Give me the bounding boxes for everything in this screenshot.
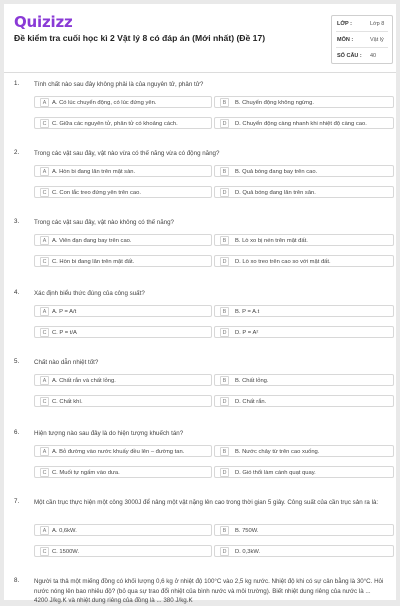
quizizz-logo: Quizizz	[14, 13, 73, 31]
option-text: C. 1500W.	[52, 548, 80, 555]
option-d[interactable]	[214, 395, 394, 407]
question-text: Tính chất nào sau đây không phải là của nguyên tử, phân tử?	[34, 81, 204, 88]
question-number: 7.	[14, 498, 20, 505]
option-b[interactable]	[214, 374, 394, 386]
option-d[interactable]	[214, 186, 394, 198]
question-number: 5.	[14, 358, 20, 365]
info-key: LỚP :	[337, 21, 352, 27]
option-a[interactable]	[34, 445, 212, 457]
question-text: Trong các vật sau đây, vật nào vừa có thế năng vừa có động năng?	[34, 150, 220, 157]
option-letter-badge: D	[220, 328, 229, 337]
option-letter-badge: C	[40, 119, 49, 128]
option-letter-badge: B	[220, 307, 229, 316]
info-row-subject	[332, 32, 392, 47]
option-text: C. Con lắc treo đứng yên trên cao.	[52, 189, 141, 196]
option-letter-badge: D	[220, 119, 229, 128]
worksheet-title: Đề kiểm tra cuối học kì 2 Vật lý 8 có đáp án (Mới nhất) (Đề 17)	[14, 33, 266, 43]
option-text: B. Nước chảy từ trên cao xuống.	[235, 448, 320, 455]
option-letter-badge: D	[220, 547, 229, 556]
option-letter-badge: A	[40, 307, 49, 316]
option-letter-badge: D	[220, 257, 229, 266]
option-letter-badge: D	[220, 188, 229, 197]
option-text: A. Bỏ đường vào nước khuấy đều lên – đường tan.	[52, 448, 185, 455]
option-c[interactable]	[34, 545, 212, 557]
info-box	[331, 15, 393, 64]
option-c[interactable]	[34, 326, 212, 338]
option-text: B. Lò xo bị nén trên mặt đất.	[235, 237, 308, 244]
option-letter-badge: A	[40, 236, 49, 245]
option-text: D. Gió thổi làm cánh quạt quay.	[235, 469, 316, 476]
question-text: Xác định biểu thức đúng của công suất?	[34, 290, 145, 297]
option-d[interactable]	[214, 117, 394, 129]
option-b[interactable]	[214, 165, 394, 177]
option-text: C. Chất khí.	[52, 398, 83, 405]
option-text: D. Lò xo treo trên cao so với mặt đất.	[235, 258, 331, 265]
option-b[interactable]	[214, 96, 394, 108]
option-letter-badge: B	[220, 98, 229, 107]
option-letter-badge: B	[220, 376, 229, 385]
question-number: 2.	[14, 149, 20, 156]
option-a[interactable]	[34, 374, 212, 386]
option-d[interactable]	[214, 545, 394, 557]
option-letter-badge: D	[220, 468, 229, 477]
option-b[interactable]	[214, 445, 394, 457]
option-letter-badge: A	[40, 376, 49, 385]
option-text: D. 0,3kW.	[235, 548, 261, 555]
info-key: MÔN :	[337, 37, 354, 43]
info-value: 40	[370, 53, 377, 59]
option-letter-badge: C	[40, 257, 49, 266]
option-b[interactable]	[214, 305, 394, 317]
option-d[interactable]	[214, 326, 394, 338]
option-text: C. Muối tự ngấm vào dưa.	[52, 469, 120, 476]
option-d[interactable]	[214, 466, 394, 478]
option-letter-badge: C	[40, 188, 49, 197]
option-letter-badge: A	[40, 447, 49, 456]
option-text: A. Chất rắn và chất lỏng.	[52, 377, 116, 384]
question-number: 3.	[14, 218, 20, 225]
option-letter-badge: A	[40, 98, 49, 107]
option-letter-badge: A	[40, 167, 49, 176]
option-b[interactable]	[214, 524, 394, 536]
option-text: A. Viên đạn đang bay trên cao.	[52, 237, 132, 244]
question-text: Hiện tượng nào sau đây là do hiện tượng khuếch tán?	[34, 430, 184, 437]
option-text: B. Chuyển động không ngừng.	[235, 99, 314, 106]
option-text: C. Hòn bi đang lăn trên mặt đất.	[52, 258, 135, 265]
header-divider	[4, 72, 396, 73]
option-text: D. P = A²	[235, 329, 259, 336]
option-text: C. Giữa các nguyên tử, phân tử có khoảng cách.	[52, 120, 178, 127]
question-text: Một cần trục thực hiện một công 3000J để nâng một vật nặng lên cao trong thời gian 5 giây. Công suất của cần trục sản ra là:	[34, 499, 379, 506]
option-text: B. P = A.t	[235, 308, 260, 315]
option-b[interactable]	[214, 234, 394, 246]
option-c[interactable]	[34, 466, 212, 478]
option-c[interactable]	[34, 255, 212, 267]
option-a[interactable]	[34, 234, 212, 246]
option-a[interactable]	[34, 305, 212, 317]
option-text: B. Chất lỏng.	[235, 377, 269, 384]
option-c[interactable]	[34, 117, 212, 129]
question-number: 4.	[14, 289, 20, 296]
option-d[interactable]	[214, 255, 394, 267]
option-text: D. Quả bóng đang lăn trên sân.	[235, 189, 316, 196]
option-letter-badge: B	[220, 526, 229, 535]
question-number: 8.	[14, 577, 20, 584]
option-letter-badge: B	[220, 167, 229, 176]
option-a[interactable]	[34, 96, 212, 108]
option-text: A. P = A/t	[52, 308, 77, 315]
info-value: Vật lý	[370, 37, 384, 43]
worksheet-header	[4, 4, 396, 68]
option-text: C. P = t/A	[52, 329, 77, 336]
option-a[interactable]	[34, 524, 212, 536]
option-letter-badge: C	[40, 397, 49, 406]
option-text: B. Quả bóng đang bay trên cao.	[235, 168, 318, 175]
option-letter-badge: D	[220, 397, 229, 406]
option-text: D. Chuyển động càng nhanh khi nhiệt độ càng cao.	[235, 120, 367, 127]
question-number: 1.	[14, 80, 20, 87]
option-a[interactable]	[34, 165, 212, 177]
option-letter-badge: B	[220, 236, 229, 245]
option-text: D. Chất rắn.	[235, 398, 267, 405]
option-text: B. 750W.	[235, 527, 259, 534]
worksheet-page	[4, 4, 396, 604]
option-letter-badge: A	[40, 526, 49, 535]
info-key: SỐ CÂU :	[337, 53, 362, 59]
question-text: Chất nào dẫn nhiệt tốt?	[34, 359, 99, 366]
option-letter-badge: C	[40, 468, 49, 477]
question-number: 6.	[14, 429, 20, 436]
option-letter-badge: C	[40, 328, 49, 337]
option-c[interactable]	[34, 395, 212, 407]
option-c[interactable]	[34, 186, 212, 198]
info-value: Lớp 8	[370, 21, 385, 27]
option-text: A. Hòn bi đang lăn trên mặt sàn.	[52, 168, 136, 175]
info-row-class	[332, 16, 392, 31]
option-text: A. 0,6kW.	[52, 527, 77, 534]
option-letter-badge: C	[40, 547, 49, 556]
option-text: A. Có lúc chuyển động, có lúc đứng yên.	[52, 99, 157, 106]
info-row-count	[332, 48, 392, 63]
question-text: Người ta thả một miếng đồng có khối lượng 0,6 kg ở nhiệt độ 100°C vào 2,5 kg nước. Nhiệt độ khi có sự cân bằng là 30°C. Hỏi nước nóng lên bao nhiêu độ? (bỏ qua sự trao đổi nhiệt của bình nước và môi trường). Biết nhiệt dung riêng của nước là ... 4200 J/kg.K và nhiệt dung riêng của đồng là ... 380 J/kg.K	[34, 578, 384, 604]
question-text: Trong các vật sau đây, vật nào không có thế năng?	[34, 219, 174, 226]
option-letter-badge: B	[220, 447, 229, 456]
